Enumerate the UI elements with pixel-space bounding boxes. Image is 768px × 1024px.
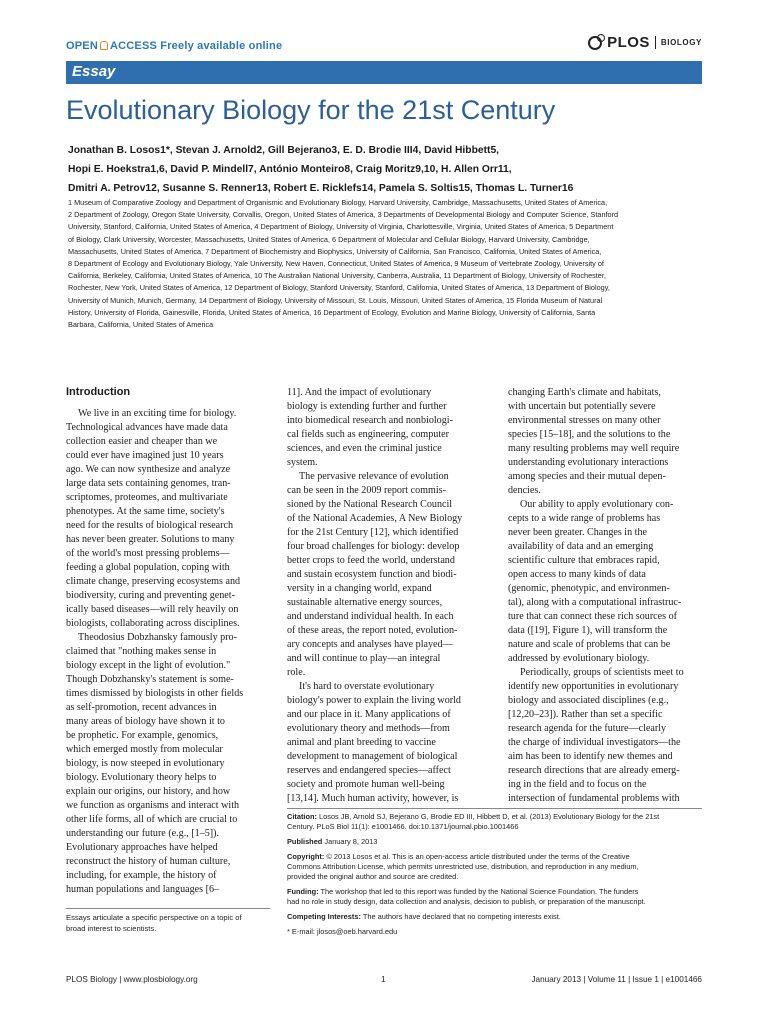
body-text-line: scriptomes, proteomes, and multivariate: [66, 492, 228, 503]
article-title: Evolutionary Biology for the 21st Century: [66, 95, 556, 125]
copyright-text-1: © 2013 Losos et al. This is an open-access article distributed under the terms of the Creative: [326, 852, 630, 861]
body-text-line: biology and associated disciplines (e.g.,: [508, 695, 669, 706]
body-text-line: identify new opportunities in evolutionary: [508, 681, 679, 692]
body-text-line: human populations and languages [6–: [66, 884, 220, 895]
affiliation-line: 2 Department of Zoology, Oregon State University, Corvallis, Oregon, United States of America, 3 Departments of Developmental Biology and Computer Science, Stanford: [68, 210, 619, 220]
plos-logo[interactable]: [588, 34, 702, 51]
body-text-line: many resulting problems may well require: [508, 443, 680, 454]
citation-label: Citation:: [287, 812, 317, 821]
author-line: Hopi E. Hoekstra1,6, David P. Mindell7, António Monteiro8, Craig Moritz9,10, H. Allen Orr11,: [68, 164, 512, 175]
body-text-line: never been greater. Changes in the: [508, 527, 648, 538]
body-text-line: times dismissed by biologists in other fields: [66, 688, 244, 699]
competing-interests-text: The authors have declared that no competing interests exist.: [362, 912, 561, 921]
body-text-line: changing Earth's climate and habitats,: [508, 387, 661, 398]
body-text-line: Periodically, groups of scientists meet to: [520, 667, 684, 678]
copyright-label: Copyright:: [287, 852, 325, 861]
body-text-line: sustainable alternative energy sources,: [287, 597, 443, 608]
body-text-line: among species and their mutual depen-: [508, 471, 666, 482]
body-text-line: and will continue to play—an integral: [287, 653, 441, 664]
body-text-line: evolutionary theory and methods—from: [287, 723, 450, 734]
body-text-line: cepts to a wide range of problems has: [508, 513, 661, 524]
body-text-line: open access to many kinds of data: [508, 569, 646, 580]
body-text-line: system.: [287, 457, 318, 468]
body-text-line: animal and plant breeding to vaccine: [287, 737, 436, 748]
open-lock-icon: [100, 41, 108, 50]
body-text-line: biodiversity, curing and preventing genet-: [66, 590, 235, 601]
publisher-name: PLOS: [607, 34, 650, 51]
body-text-line: Our ability to apply evolutionary con-: [520, 499, 674, 510]
body-text-line: and our place in it. Many applications of: [287, 709, 451, 720]
body-column-3: [508, 386, 700, 806]
body-text-line: ically based diseases—will rely heavily on: [66, 604, 239, 615]
competing-interests-label: Competing Interests:: [287, 912, 361, 921]
body-text-line: Though Dobzhansky's statement is some-: [66, 674, 234, 685]
body-text-line: data ([19], Figure 1), will transform the: [508, 625, 668, 636]
published-line: [287, 837, 702, 847]
access-label: ACCESS Freely available online: [109, 40, 283, 52]
citation-text-2[interactable]: Century. PLoS Biol 11(1): e1001466. doi:10.1371/journal.pbio.1001466: [287, 822, 519, 831]
body-text-line: role.: [287, 667, 306, 678]
body-text-line: large data sets containing genomes, tran-: [66, 478, 231, 489]
affiliations: [68, 197, 702, 331]
body-text-line: biology except in the light of evolution.": [66, 660, 231, 671]
body-text-line: research agenda for the future—clearly: [508, 723, 667, 734]
author-list: [68, 141, 700, 198]
body-text-line: scientific culture that embraces rapid,: [508, 555, 660, 566]
body-text-line: we function as organisms and interact with: [66, 800, 240, 811]
competing-interests-line: [287, 912, 702, 922]
logo-divider: [655, 36, 656, 49]
body-text-line: research directions that are already emerg-: [508, 765, 680, 776]
body-text-line: The pervasive relevance of evolution: [299, 471, 449, 482]
open-access-banner: [66, 40, 282, 52]
copyright-text-2: Commons Attribution License, which permits unrestricted use, distribution, and reproduction in any medium,: [287, 862, 639, 871]
funding-text-2: had no role in study design, data collection and analysis, decision to publish, or preparation of the manuscript.: [287, 897, 646, 906]
body-text-line: as self-promotion, recent advances in: [66, 702, 217, 713]
meta-divider: [287, 808, 702, 809]
body-text-line: can be seen in the 2009 report commis-: [287, 485, 446, 496]
article-metadata: [287, 812, 702, 937]
side-note-line: Essays articulate a specific perspective on a topic of: [66, 913, 242, 922]
published-label: Published: [287, 837, 323, 846]
body-text-line: with uncertain but potentially severe: [508, 401, 656, 412]
body-text-line: society and promote human well-being: [287, 779, 445, 790]
copyright-text-3: provided the original author and source are credited.: [287, 872, 459, 881]
affiliation-line: of Biology, Clark University, Worcester, Massachusetts, United States of America, 6 Department of Molecular and Cellular Biology, Harvard University, Cambridge,: [68, 234, 590, 244]
body-text-line: be prophetic. For example, genomics,: [66, 730, 219, 741]
body-text-line: for the 21st Century [12], which identified: [287, 527, 459, 538]
side-note-divider: [66, 908, 270, 909]
body-text-line: phenotypes. At the same time, society's: [66, 506, 225, 517]
body-text-line: could ever have imagined just 10 years: [66, 450, 224, 461]
body-text-line: biologists, collaborating across disciplines.: [66, 618, 240, 629]
footer-issue-info: January 2013 | Volume 11 | Issue 1 | e1001466: [531, 975, 702, 984]
body-text-line: [12,20–23]). Rather than set a specific: [508, 709, 663, 720]
body-text-line: [13,14]. Much human activity, however, is: [287, 793, 459, 804]
body-text-line: Evolutionary approaches have helped: [66, 842, 218, 853]
body-text-line: cal fields such as engineering, computer: [287, 429, 450, 440]
copyright-line-1: [287, 852, 702, 862]
body-text-line: collection easier and cheaper than we: [66, 436, 218, 447]
essay-note: [66, 913, 270, 934]
body-text-line: dencies.: [508, 485, 541, 496]
body-text-line: four broad challenges for biology: develop: [287, 541, 460, 552]
corresponding-email[interactable]: * E-mail: jlosos@oeb.harvard.edu: [287, 927, 398, 936]
body-text-line: understanding our future (e.g., [1–5]).: [66, 828, 220, 839]
body-text-line: aim has been to identify new themes and: [508, 751, 673, 762]
affiliation-line: 1 Museum of Comparative Zoology and Department of Organismic and Evolutionary Biology, Harvard University, Cambridge, Massachusetts, United States of America,: [68, 198, 608, 207]
body-column-2: [287, 386, 487, 806]
article-type-bar: [66, 61, 702, 84]
body-text-line: sciences, and even the criminal justice: [287, 443, 442, 454]
body-text-line: the charge of individual investigators—the: [508, 737, 681, 748]
article-type-label: Essay: [72, 63, 116, 80]
author-line: Dmitri A. Petrov12, Susanne S. Renner13, Robert E. Ricklefs14, Pamela S. Soltis15, Thomas L. Turner16: [68, 183, 574, 194]
funding-text-1: The workshop that led to this report was funded by the National Science Foundation. The funders: [320, 887, 639, 896]
body-text-line: ing in the field and to focus on the: [508, 779, 647, 790]
affiliation-line: California, Berkeley, California, United States of America, 10 The Australian National University, Canberra, Australia, 11 Department of Biology, University of Rochester,: [68, 271, 606, 281]
footer-journal-url[interactable]: PLOS Biology | www.plosbiology.org: [66, 975, 198, 984]
body-text-line: understanding evolutionary interactions: [508, 457, 669, 468]
body-text-line: It's hard to overstate evolutionary: [299, 681, 435, 692]
journal-name: BIOLOGY: [660, 38, 702, 47]
page-number: 1: [381, 975, 386, 984]
affiliation-line: History, University of Florida, Gainesville, Florida, United States of America, 16 Department of Ecology, Evolution and Marine Biology, University of California, Santa: [68, 307, 596, 317]
body-text-line: tal), along with a computational infrastruc-: [508, 597, 682, 608]
body-text-line: including, for example, the history of: [66, 870, 217, 881]
body-text-line: and sustain ecosystem function and biodi-: [287, 569, 457, 580]
body-text-line: species [15–18], and the solutions to the: [508, 429, 671, 440]
section-heading-introduction: Introduction: [66, 386, 131, 398]
funding-label: Funding:: [287, 887, 319, 896]
body-text-line: intersection of fundamental problems with: [508, 793, 680, 804]
body-text-line: ary concepts and analyses have played—: [287, 639, 453, 650]
published-date: January 8, 2013: [324, 837, 378, 846]
citation-text-1: Losos JB, Arnold SJ, Bejerano G, Brodie ED III, Hibbett D, et al. (2013) Evolutionary Biology for the 21st: [319, 812, 660, 821]
body-text-line: development to management of biological: [287, 751, 458, 762]
body-text-line: (genomic, phenotypic, and environmen-: [508, 583, 670, 594]
body-column-1: [66, 407, 266, 897]
body-text-line: reconstruct the history of human culture,: [66, 856, 231, 867]
author-line: Jonathan B. Losos1*, Stevan J. Arnold2, Gill Bejerano3, E. D. Brodie III4, David Hibbett5,: [68, 145, 500, 156]
funding-line-1: [287, 887, 702, 897]
affiliation-line: Massachusetts, United States of America, 7 Department of Biochemistry and Biophysics, University of California, San Francisco, California, United States of America,: [68, 246, 602, 256]
body-text-line: many areas of biology have shown it to: [66, 716, 225, 727]
plos-mark-icon: [588, 36, 602, 50]
body-text-line: reserves and endangered species—affect: [287, 765, 451, 776]
citation-line-1: [287, 812, 702, 822]
body-text-line: and understand individual health. In each: [287, 611, 454, 622]
side-note-line: broad interest to scientists.: [66, 923, 157, 933]
body-text-line: of the world's most pressing problems—: [66, 548, 230, 559]
body-text-line: biology, is now steeped in evolutionary: [66, 758, 225, 769]
body-text-line: into biomedical research and nonbiologi-: [287, 415, 453, 426]
open-label: OPEN: [66, 40, 98, 52]
body-text-line: biology's power to explain the living world: [287, 695, 461, 706]
body-text-line: other life forms, all of which are crucial to: [66, 814, 238, 825]
body-text-line: addressed by evolutionary biology.: [508, 653, 650, 664]
body-text-line: better crops to feed the world, understand: [287, 555, 455, 566]
body-text-line: of these areas, the report noted, evolution-: [287, 625, 458, 636]
body-text-line: which emerged mostly from molecular: [66, 744, 223, 755]
affiliation-line: Rochester, New York, United States of America, 12 Department of Biology, Stanford University, Stanford, California, United States of America, 13 Department of Biology,: [68, 283, 610, 293]
body-text-line: 11]. And the impact of evolutionary: [287, 387, 432, 398]
body-text-line: Technological advances have made data: [66, 422, 228, 433]
body-text-line: Theodosius Dobzhansky famously pro-: [78, 632, 237, 643]
body-text-line: claimed that "nothing makes sense in: [66, 646, 217, 657]
affiliation-line: University, Stanford, California, United States of America, 4 Department of Biology, University of Virginia, Charlottesville, Virginia, United States of America, 5 Department: [68, 222, 614, 232]
body-text-line: of the National Academies, A New Biology: [287, 513, 463, 524]
body-text-line: feeding a global population, coping with: [66, 562, 230, 573]
body-text-line: ture that can connect these rich sources of: [508, 611, 677, 622]
body-text-line: We live in an exciting time for biology.: [78, 408, 237, 419]
affiliation-line: University of Munich, Munich, Germany, 14 Department of Biology, University of Missouri, St. Louis, Missouri, United States of America, 15 Florida Museum of Natural: [68, 295, 603, 305]
body-text-line: availability of data and an emerging: [508, 541, 654, 552]
body-text-line: climate change, preserving ecosystems and: [66, 576, 241, 587]
body-text-line: sioned by the National Research Council: [287, 499, 453, 510]
body-text-line: biology is extending further and further: [287, 401, 447, 412]
affiliation-line: Barbara, California, United States of America: [68, 320, 214, 330]
body-text-line: biology. Evolutionary theory helps to: [66, 772, 217, 783]
body-text-line: environmental stresses on many other: [508, 415, 661, 426]
body-text-line: has never been greater. Solutions to many: [66, 534, 235, 545]
body-text-line: need for the results of biological research: [66, 520, 234, 531]
body-text-line: explain our origins, our history, and how: [66, 786, 231, 797]
body-text-line: ago. We can now synthesize and analyze: [66, 464, 231, 475]
body-text-line: nature and scale of problems that can be: [508, 639, 671, 650]
body-text-line: versity in a changing world, expand: [287, 583, 432, 594]
affiliation-line: 8 Department of Ecology and Evolutionary Biology, Yale University, New Haven, Connecticut, United States of America, 9 Museum of Vertebrate Zoology, University of: [68, 259, 604, 269]
